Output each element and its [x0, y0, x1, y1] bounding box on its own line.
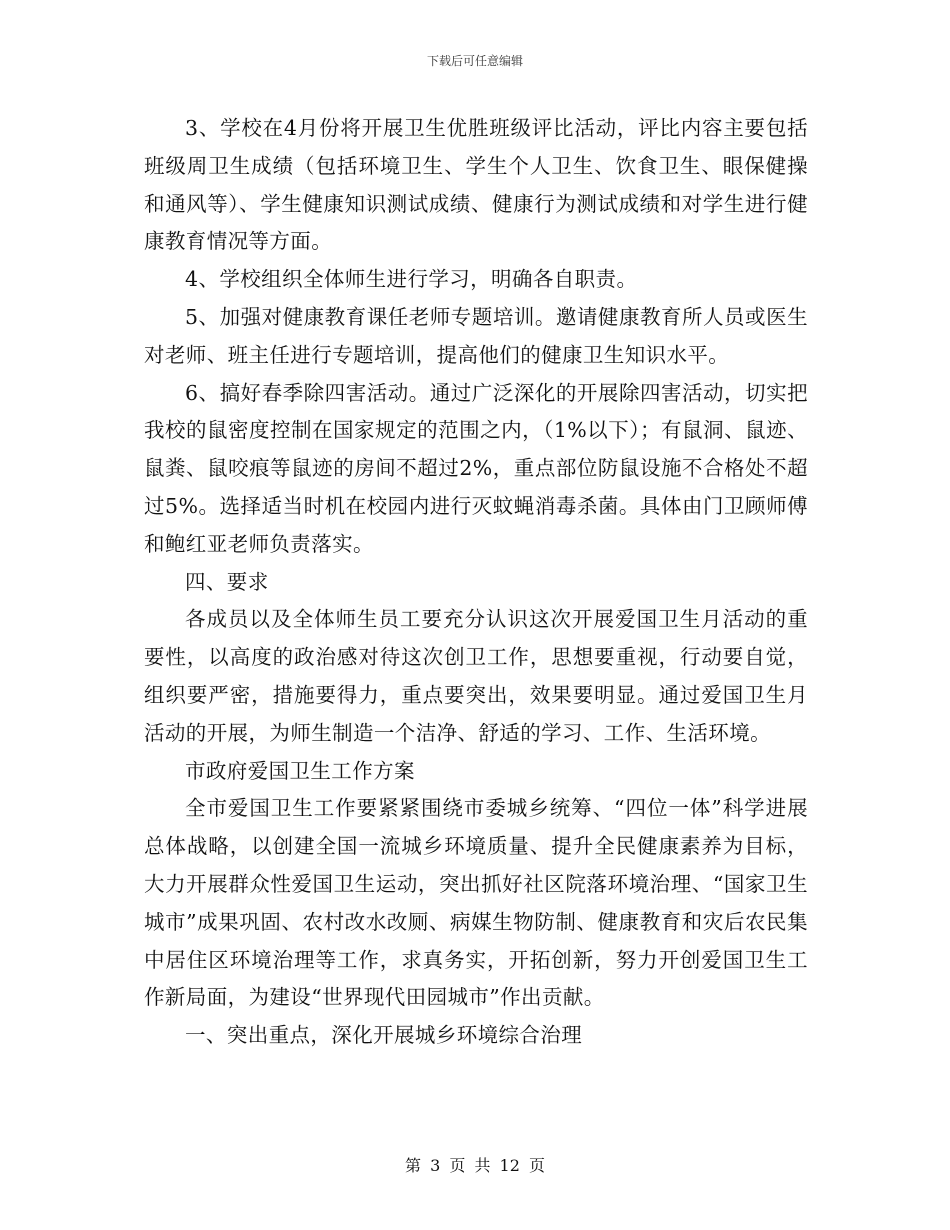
- document-body: [144, 110, 808, 1055]
- paragraph-item-5: 5、加强对健康教育课任老师专题培训。邀请健康教育所人员或医生对老师、班主任进行专题培训，提高他们的健康卫生知识水平。: [144, 304, 808, 367]
- paragraph-requirements: 各成员以及全体师生员工要充分认识这次开展爱国卫生月活动的重要性，以高度的政治感对待这次创卫工作，思想要重视，行动要自觉，组织要严密，措施要得力，重点要突出，效果要明显。通过爱国卫生月活动的开展，为师生制造一个洁净、舒适的学习、工作、生活环境。: [144, 607, 808, 745]
- paragraph-item-6: 6、搞好春季除四害活动。通过广泛深化的开展除四害活动，切实把我校的鼠密度控制在国家规定的范围之内，（1%以下）；有鼠洞、鼠迹、鼠粪、鼠咬痕等鼠迹的房间不超过2%，重点部位防鼠设施不合格处不超过5%。选择适当时机在校园内进行灭蚊蝇消毒杀菌。具体由门卫顾师傅和鲍红亚老师负责落实。: [144, 380, 808, 556]
- page-number: 第 3 页 共 12 页: [405, 1156, 545, 1175]
- paragraph-item-4: 4、学校组织全体师生进行学习，明确各自职责。: [185, 267, 638, 292]
- section-heading-requirements: 四、要求: [185, 569, 269, 594]
- paragraph-item-3: 3、学校在4月份将开展卫生优胜班级评比活动，评比内容主要包括班级周卫生成绩（包括环境卫生、学生个人卫生、饮食卫生、眼保健操和通风等）、学生健康知识测试成绩、健康行为测试成绩和对学生进行健康教育情况等方面。: [144, 116, 808, 254]
- document-subtitle: 市政府爱国卫生工作方案: [185, 758, 415, 783]
- section-heading-one: 一、突出重点，深化开展城乡环境综合治理: [185, 1023, 583, 1048]
- paragraph-intro: 全市爱国卫生工作要紧紧围绕市委城乡统筹、“四位一体”科学进展总体战略，以创建全国一流城乡环境质量、提升全民健康素养为目标，大力开展群众性爱国卫生运动，突出抓好社区院落环境治理、“国家卫生城市”成果巩固、农村改水改厕、病媒生物防制、健康教育和灾后农民集中居住区环境治理等工作，求真务实，开拓创新，努力开创爱国卫生工作新局面，为建设“世界现代田园城市”作出贡献。: [144, 796, 808, 1010]
- page-header: 下载后可任意编辑: [426, 54, 523, 68]
